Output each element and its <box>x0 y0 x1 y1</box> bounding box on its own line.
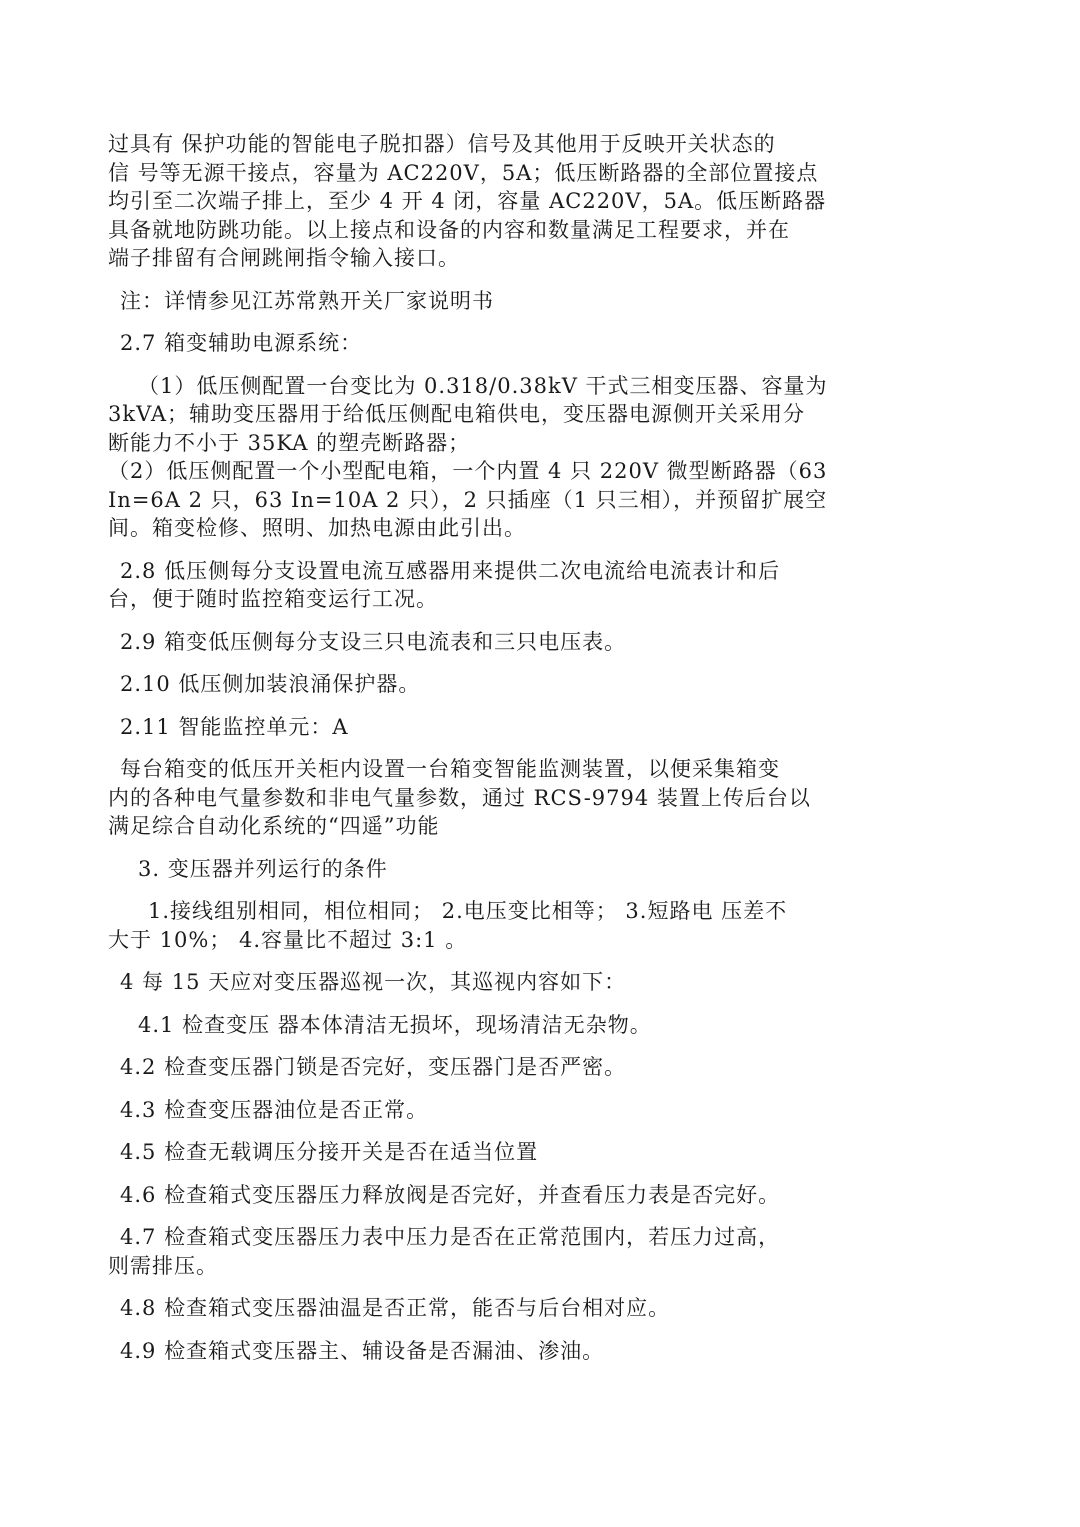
text-line: 每台箱变的低压开关柜内设置一台箱变智能监测装置，以便采集箱变 <box>120 757 780 781</box>
heading-2-7: 2.7 箱变辅助电源系统： <box>120 331 363 355</box>
text-line: 2.8 低压侧每分支设置电流互感器用来提供二次电流给电流表计和后 <box>120 558 781 583</box>
section-2-8 <box>108 557 980 614</box>
conditions-paragraph <box>108 897 980 954</box>
monitor-paragraph <box>108 755 980 841</box>
note-line: 注：详情参见江苏常熟开关厂家说明书 <box>120 288 494 313</box>
paragraph-contact-points <box>108 130 980 273</box>
section-2-10: 2.10 低压侧加装浪涌保护器。 <box>120 672 421 696</box>
text-line: 具备就地防跳功能。以上接点和设备的内容和数量满足工程要求，并在 <box>108 217 790 242</box>
section-4-7 <box>108 1223 980 1280</box>
section-4-5: 4.5 检查无载调压分接开关是否在适当位置 <box>120 1140 539 1164</box>
section-2-9: 2.9 箱变低压侧每分支设三只电流表和三只电压表。 <box>120 629 627 654</box>
text-line: 1.接线组别相同，相位相同； 2.电压变比相等； 3.短路电 压差不 <box>148 899 788 923</box>
section-4-2: 4.2 检查变压器门锁是否完好，变压器门是否严密。 <box>120 1055 627 1079</box>
text-line: In=6A 2 只，63 In=10A 2 只），2 只插座（1 只三相），并预留扩展空 <box>108 487 828 512</box>
heading-4: 4 每 15 天应对变压器巡视一次，其巡视内容如下： <box>120 970 627 994</box>
text-line: 3kVA；辅助变压器用于给低压侧配电箱供电，变压器电源侧开关采用分 <box>108 402 805 426</box>
item-2 <box>108 457 980 543</box>
section-4-6: 4.6 检查箱式变压器压力释放阀是否完好，并查看压力表是否完好。 <box>120 1182 781 1207</box>
text-line: 则需排压。 <box>108 1253 218 1278</box>
text-line: 间。箱变检修、照明、加热电源由此引出。 <box>108 516 526 540</box>
text-line: 大于 10%； 4.容量比不超过 3:1 。 <box>108 927 468 952</box>
heading-3: 3. 变压器并列运行的条件 <box>138 856 388 881</box>
section-4-9: 4.9 检查箱式变压器主、辅设备是否漏油、渗油。 <box>120 1338 605 1363</box>
section-4-1: 4.1 检查变压 器本体清洁无损坏，现场清洁无杂物。 <box>138 1012 652 1037</box>
section-4-3: 4.3 检查变压器油位是否正常。 <box>120 1097 429 1122</box>
text-line: 均引至二次端子排上，至少 4 开 4 闭，容量 AC220V，5A。低压断路器 <box>108 189 827 213</box>
text-line: 内的各种电气量参数和非电气量参数，通过 RCS-9794 装置上传后台以 <box>108 785 811 810</box>
text-line: 信 号等无源干接点，容量为 AC220V，5A；低压断路器的全部位置接点 <box>108 160 819 185</box>
text-line: 断能力不小于 35KA 的塑壳断路器； <box>108 430 471 455</box>
text-line: （1）低压侧配置一台变比为 0.318/0.38kV 干式三相变压器、容量为 <box>138 373 828 398</box>
item-1 <box>108 372 980 458</box>
text-line: 过具有 保护功能的智能电子脱扣器）信号及其他用于反映开关状态的 <box>108 132 776 156</box>
text-line: 满足综合自动化系统的“四遥”功能 <box>108 814 440 838</box>
text-line: 台，便于随时监控箱变运行工况。 <box>108 587 438 611</box>
text-line: 端子排留有合闸跳闸指令输入接口。 <box>108 246 460 270</box>
text-line: 4.7 检查箱式变压器压力表中压力是否在正常范围内，若压力过高， <box>120 1225 781 1249</box>
section-4-8: 4.8 检查箱式变压器油温是否正常，能否与后台相对应。 <box>120 1296 671 1320</box>
section-2-11: 2.11 智能监控单元：A <box>120 714 349 739</box>
text-line: （2）低压侧配置一个小型配电箱，一个内置 4 只 220V 微型断路器（63 <box>108 459 828 483</box>
